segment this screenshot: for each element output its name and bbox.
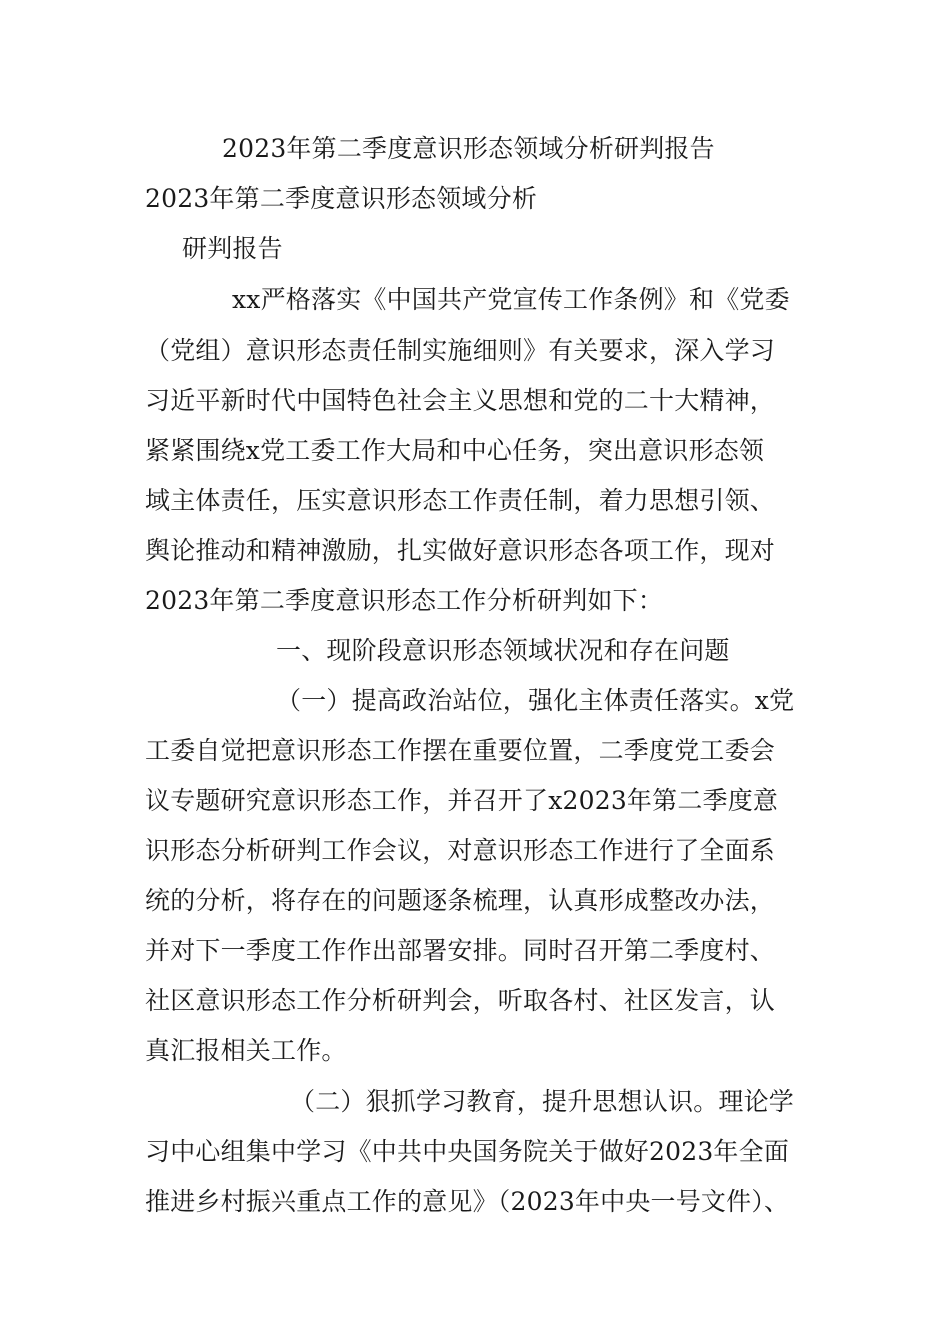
- paragraph-line: 2023年第二季度意识形态工作分析研判如下：: [145, 586, 664, 615]
- subsection-line: 工委自觉把意识形态工作摆在重要位置，二季度党工委会: [145, 736, 776, 765]
- document-title: 2023年第二季度意识形态领域分析研判报告: [222, 134, 715, 163]
- paragraph-line: 舆论推动和精神激励，扎实做好意识形态各项工作，现对: [145, 536, 776, 565]
- subsection-line: 并对下一季度工作作出部署安排。同时召开第二季度村、: [145, 936, 776, 965]
- subsection-line: 识形态分析研判工作会议，对意识形态工作进行了全面系: [145, 836, 776, 865]
- paragraph-line: xx严格落实《中国共产党宣传工作条例》和《党委: [232, 285, 790, 314]
- subsection-line: 习中心组集中学习《中共中央国务院关于做好2023年全面: [145, 1137, 790, 1166]
- paragraph-line: （党组）意识形态责任制实施细则》有关要求，深入学习: [145, 336, 776, 365]
- subsection-line: （二）狠抓学习教育，提升思想认识。理论学: [290, 1087, 795, 1116]
- subsection-line: （一）提高政治站位，强化主体责任落实。x党: [276, 686, 795, 715]
- section-heading: 一、现阶段意识形态领域状况和存在问题: [276, 636, 730, 665]
- subsection-line: 议专题研究意识形态工作，并召开了x2023年第二季度意: [145, 786, 779, 815]
- subsection-line: 社区意识形态工作分析研判会，听取各村、社区发言，认: [145, 986, 776, 1015]
- paragraph-line: 域主体责任，压实意识形态工作责任制，着力思想引领、: [145, 486, 776, 515]
- subsection-line: 统的分析，将存在的问题逐条梳理，认真形成整改办法，: [145, 886, 776, 915]
- subsection-line: 推进乡村振兴重点工作的意见》（2023年中央一号文件）、: [145, 1187, 790, 1216]
- paragraph-line: 习近平新时代中国特色社会主义思想和党的二十大精神，: [145, 386, 776, 415]
- document-heading-line1: 2023年第二季度意识形态领域分析: [145, 184, 538, 213]
- paragraph-line: 紧紧围绕x党工委工作大局和中心任务，突出意识形态领: [145, 436, 765, 465]
- document-heading-line2: 研判报告: [182, 234, 283, 263]
- subsection-line: 真汇报相关工作。: [145, 1036, 347, 1065]
